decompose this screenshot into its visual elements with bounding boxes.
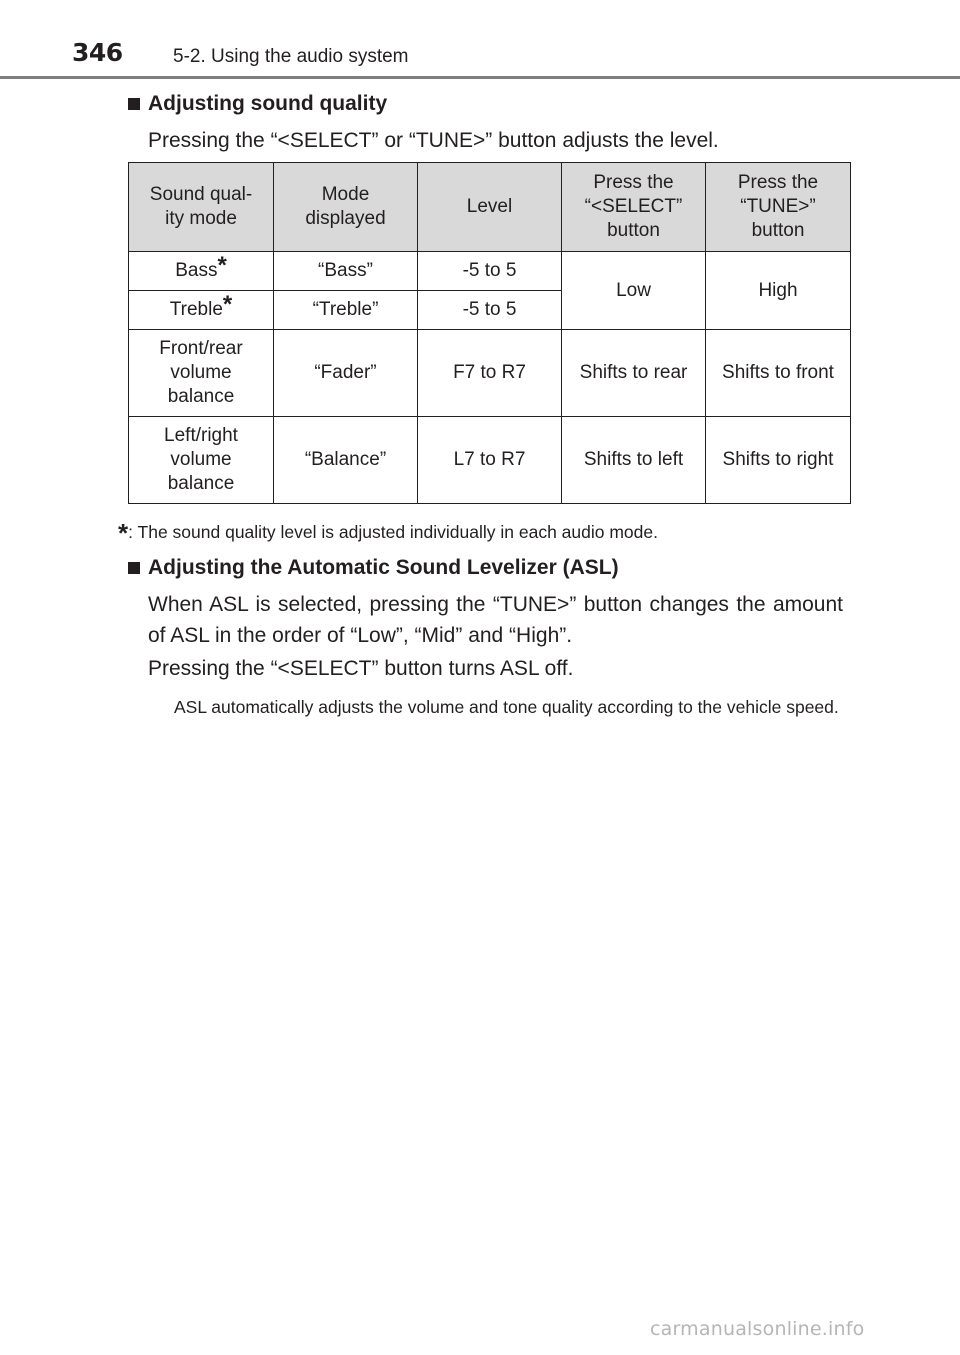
heading-sound-quality: Adjusting sound quality [148, 92, 388, 115]
table-cell: Left/right volume balance [129, 417, 274, 504]
table-cell: High [706, 252, 851, 330]
heading-asl: Adjusting the Automatic Sound Levelizer (ASL) [148, 556, 619, 579]
footnote-text: : The sound quality level is adjusted individually in each audio mode. [128, 522, 658, 542]
header-cell: Sound qual- ity mode [129, 163, 274, 252]
sound-quality-table [128, 162, 851, 504]
footnote-mark: * [118, 518, 129, 548]
table-cell [129, 291, 274, 330]
table-header-row [129, 163, 851, 252]
table-row [129, 417, 851, 504]
table-cell: F7 to R7 [418, 330, 562, 417]
table-cell: Low [562, 252, 706, 330]
table-cell: “Balance” [274, 417, 418, 504]
table-footnote [118, 514, 658, 548]
table-cell: Shifts to rear [562, 330, 706, 417]
asl-off-paragraph: Pressing the “<SELECT” button turns ASL off. [148, 657, 574, 680]
table-cell: Shifts to right [706, 417, 851, 504]
page-number: 346 [72, 38, 123, 67]
table-cell: -5 to 5 [418, 252, 562, 291]
table-cell: Shifts to front [706, 330, 851, 417]
table-cell: -5 to 5 [418, 291, 562, 330]
table-cell: “Treble” [274, 291, 418, 330]
header-cell: Mode displayed [274, 163, 418, 252]
table-cell: Shifts to left [562, 417, 706, 504]
watermark: carmanualsonline.info [650, 1318, 865, 1340]
table-row [129, 330, 851, 417]
section-title: 5-2. Using the audio system [173, 46, 409, 67]
header-cell: Level [418, 163, 562, 252]
footnote-mark: * [217, 252, 227, 279]
header-cell: Press the “TUNE>” button [706, 163, 851, 252]
mode-label: Treble [169, 299, 223, 320]
table-cell: “Fader” [274, 330, 418, 417]
page-header [0, 0, 960, 82]
square-bullet-icon [128, 562, 140, 574]
footnote-mark: * [222, 291, 233, 318]
header-divider [0, 76, 960, 79]
table-row [129, 252, 851, 291]
mode-label: Bass [175, 260, 218, 281]
asl-note: ASL automatically adjusts the volume and tone quality according to the vehicle speed. [174, 697, 839, 717]
intro-text: Pressing the “<SELECT” or “TUNE>” button adjusts the level. [148, 129, 719, 152]
asl-paragraph: When ASL is selected, pressing the “TUNE>” button changes the amount of ASL in the order of “Low”, “Mid” and “High”. [148, 593, 843, 647]
table-cell: L7 to R7 [418, 417, 562, 504]
header-cell: Press the “<SELECT” button [562, 163, 706, 252]
table-cell [129, 252, 274, 291]
table-cell: Front/rear volume balance [129, 330, 274, 417]
table-cell: “Bass” [274, 252, 418, 291]
square-bullet-icon [128, 98, 140, 110]
